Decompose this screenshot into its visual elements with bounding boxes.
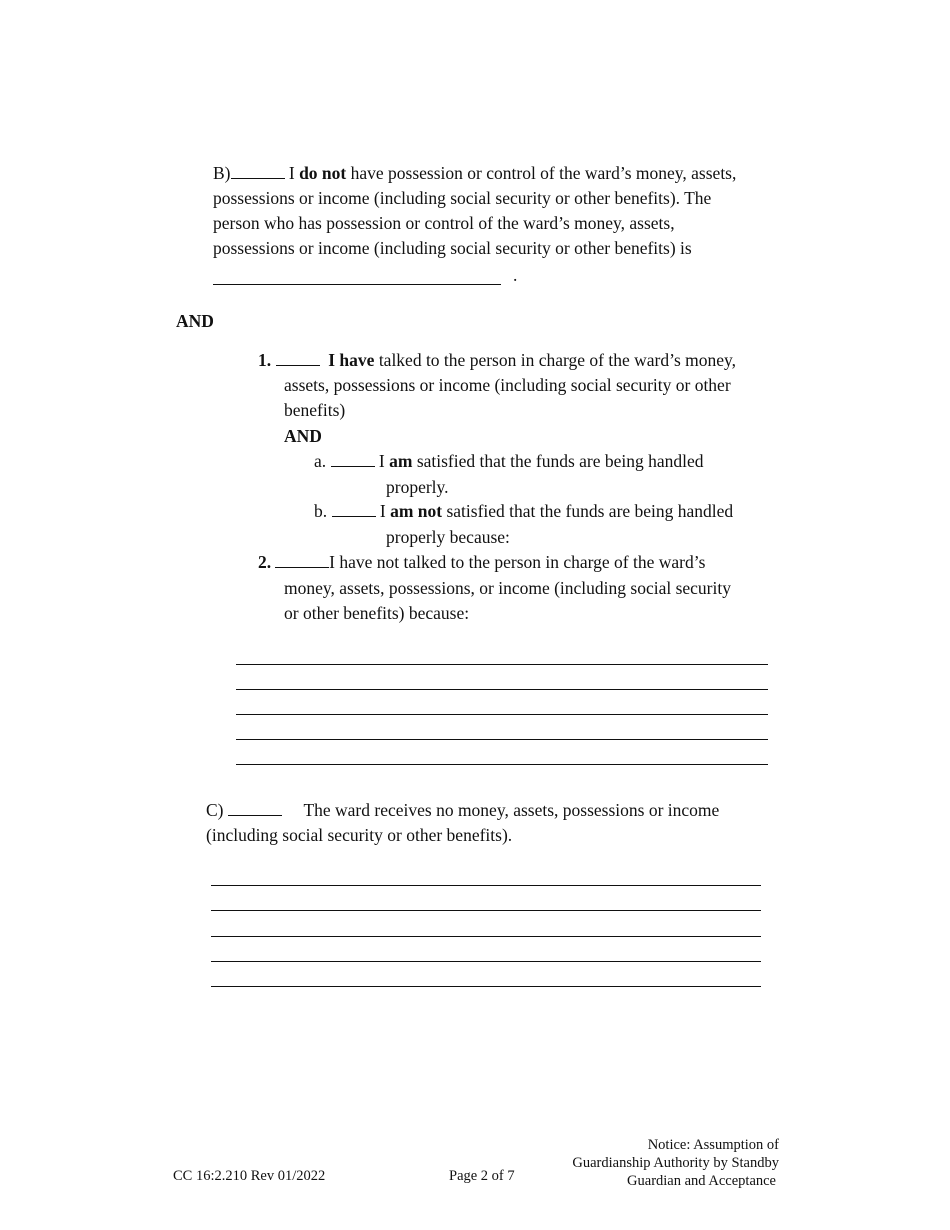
section-b-pre: I	[288, 163, 295, 183]
section-c-line-field-5[interactable]	[211, 986, 761, 987]
footer-title-line-3: Guardian and Acceptance	[627, 1173, 776, 1189]
item-2-reason-line-5[interactable]	[236, 764, 768, 765]
footer-form-title	[572, 1136, 779, 1190]
section-b-checkbox-blank[interactable]	[231, 163, 285, 179]
section-b-end-punct: .	[513, 265, 518, 285]
item-1b-line-1	[314, 499, 733, 524]
section-c-line-field-2[interactable]	[211, 910, 761, 911]
item-1-line-1	[258, 348, 736, 373]
section-c-line-1	[206, 798, 719, 823]
section-b-line-2: possessions or income (including social security or other benefits). The	[213, 188, 712, 208]
footer-title-line-1: Notice: Assumption of	[647, 1137, 779, 1153]
section-c-line-field-1[interactable]	[211, 885, 761, 886]
footer-title-line-2: Guardianship Authority by Standby	[572, 1155, 779, 1171]
item-2-line-3: or other benefits) because:	[284, 603, 470, 623]
section-c-line-field-3[interactable]	[211, 936, 761, 937]
section-c-checkbox-blank[interactable]	[228, 800, 282, 816]
item-2-number: 2.	[258, 552, 272, 572]
section-c-line-2: (including social security or other benefits).	[206, 825, 513, 845]
footer-page-number: Page 2 of 7	[449, 1168, 515, 1184]
item-1b-bold: am not	[390, 501, 443, 521]
section-b-line-3: person who has possession or control of the ward’s money, assets,	[213, 213, 675, 233]
item-1a-rest: satisfied that the funds are being handled	[416, 451, 704, 471]
item-1b-continuation: properly because:	[386, 527, 510, 547]
item-1-bold: I have	[328, 350, 375, 370]
item-1-number: 1.	[258, 350, 272, 370]
item-1-checkbox-blank[interactable]	[276, 350, 320, 366]
item-1b-rest: satisfied that the funds are being handled	[446, 501, 734, 521]
item-2-line-1	[258, 550, 705, 575]
item-1a-pre: I	[378, 451, 385, 471]
section-c-line-field-4[interactable]	[211, 961, 761, 962]
item-1a-line-1	[314, 449, 704, 474]
item-1-line-2: assets, possessions or income (including social security or other	[284, 375, 731, 395]
section-b-line-1	[213, 161, 736, 186]
item-2-reason-line-1[interactable]	[236, 664, 768, 665]
section-c-label: C)	[206, 800, 224, 820]
item-1a-checkbox-blank[interactable]	[331, 451, 375, 467]
item-2-reason-line-2[interactable]	[236, 689, 768, 690]
item-2-line-1-text: I have not talked to the person in charge of the ward’s	[329, 552, 706, 572]
item-1a-continuation: properly.	[386, 477, 449, 497]
item-1-and-label: AND	[284, 426, 322, 446]
and-heading: AND	[176, 311, 214, 331]
item-1b-pre: I	[379, 501, 386, 521]
item-1b-letter: b.	[314, 501, 328, 521]
section-c-line-1-text: The ward receives no money, assets, possessions or income	[303, 800, 720, 820]
item-2-checkbox-blank[interactable]	[275, 552, 329, 568]
item-1b-checkbox-blank[interactable]	[332, 501, 376, 517]
item-1a-bold: am	[389, 451, 413, 471]
item-1-line-1-rest: talked to the person in charge of the ward’s money,	[378, 350, 736, 370]
section-b-line-1-rest: have possession or control of the ward’s money, assets,	[350, 163, 737, 183]
item-1-line-3: benefits)	[284, 400, 346, 420]
section-b-label: B)	[213, 163, 231, 183]
item-1a-letter: a.	[314, 451, 327, 471]
item-2-reason-line-3[interactable]	[236, 714, 768, 715]
section-b-bold: do not	[299, 163, 347, 183]
section-b-line-4: possessions or income (including social security or other benefits) is	[213, 238, 692, 258]
item-2-line-2: money, assets, possessions, or income (including social security	[284, 578, 731, 598]
item-2-reason-line-4[interactable]	[236, 739, 768, 740]
footer-form-number: CC 16:2.210 Rev 01/2022	[173, 1168, 326, 1184]
section-b-person-field[interactable]	[213, 284, 501, 285]
